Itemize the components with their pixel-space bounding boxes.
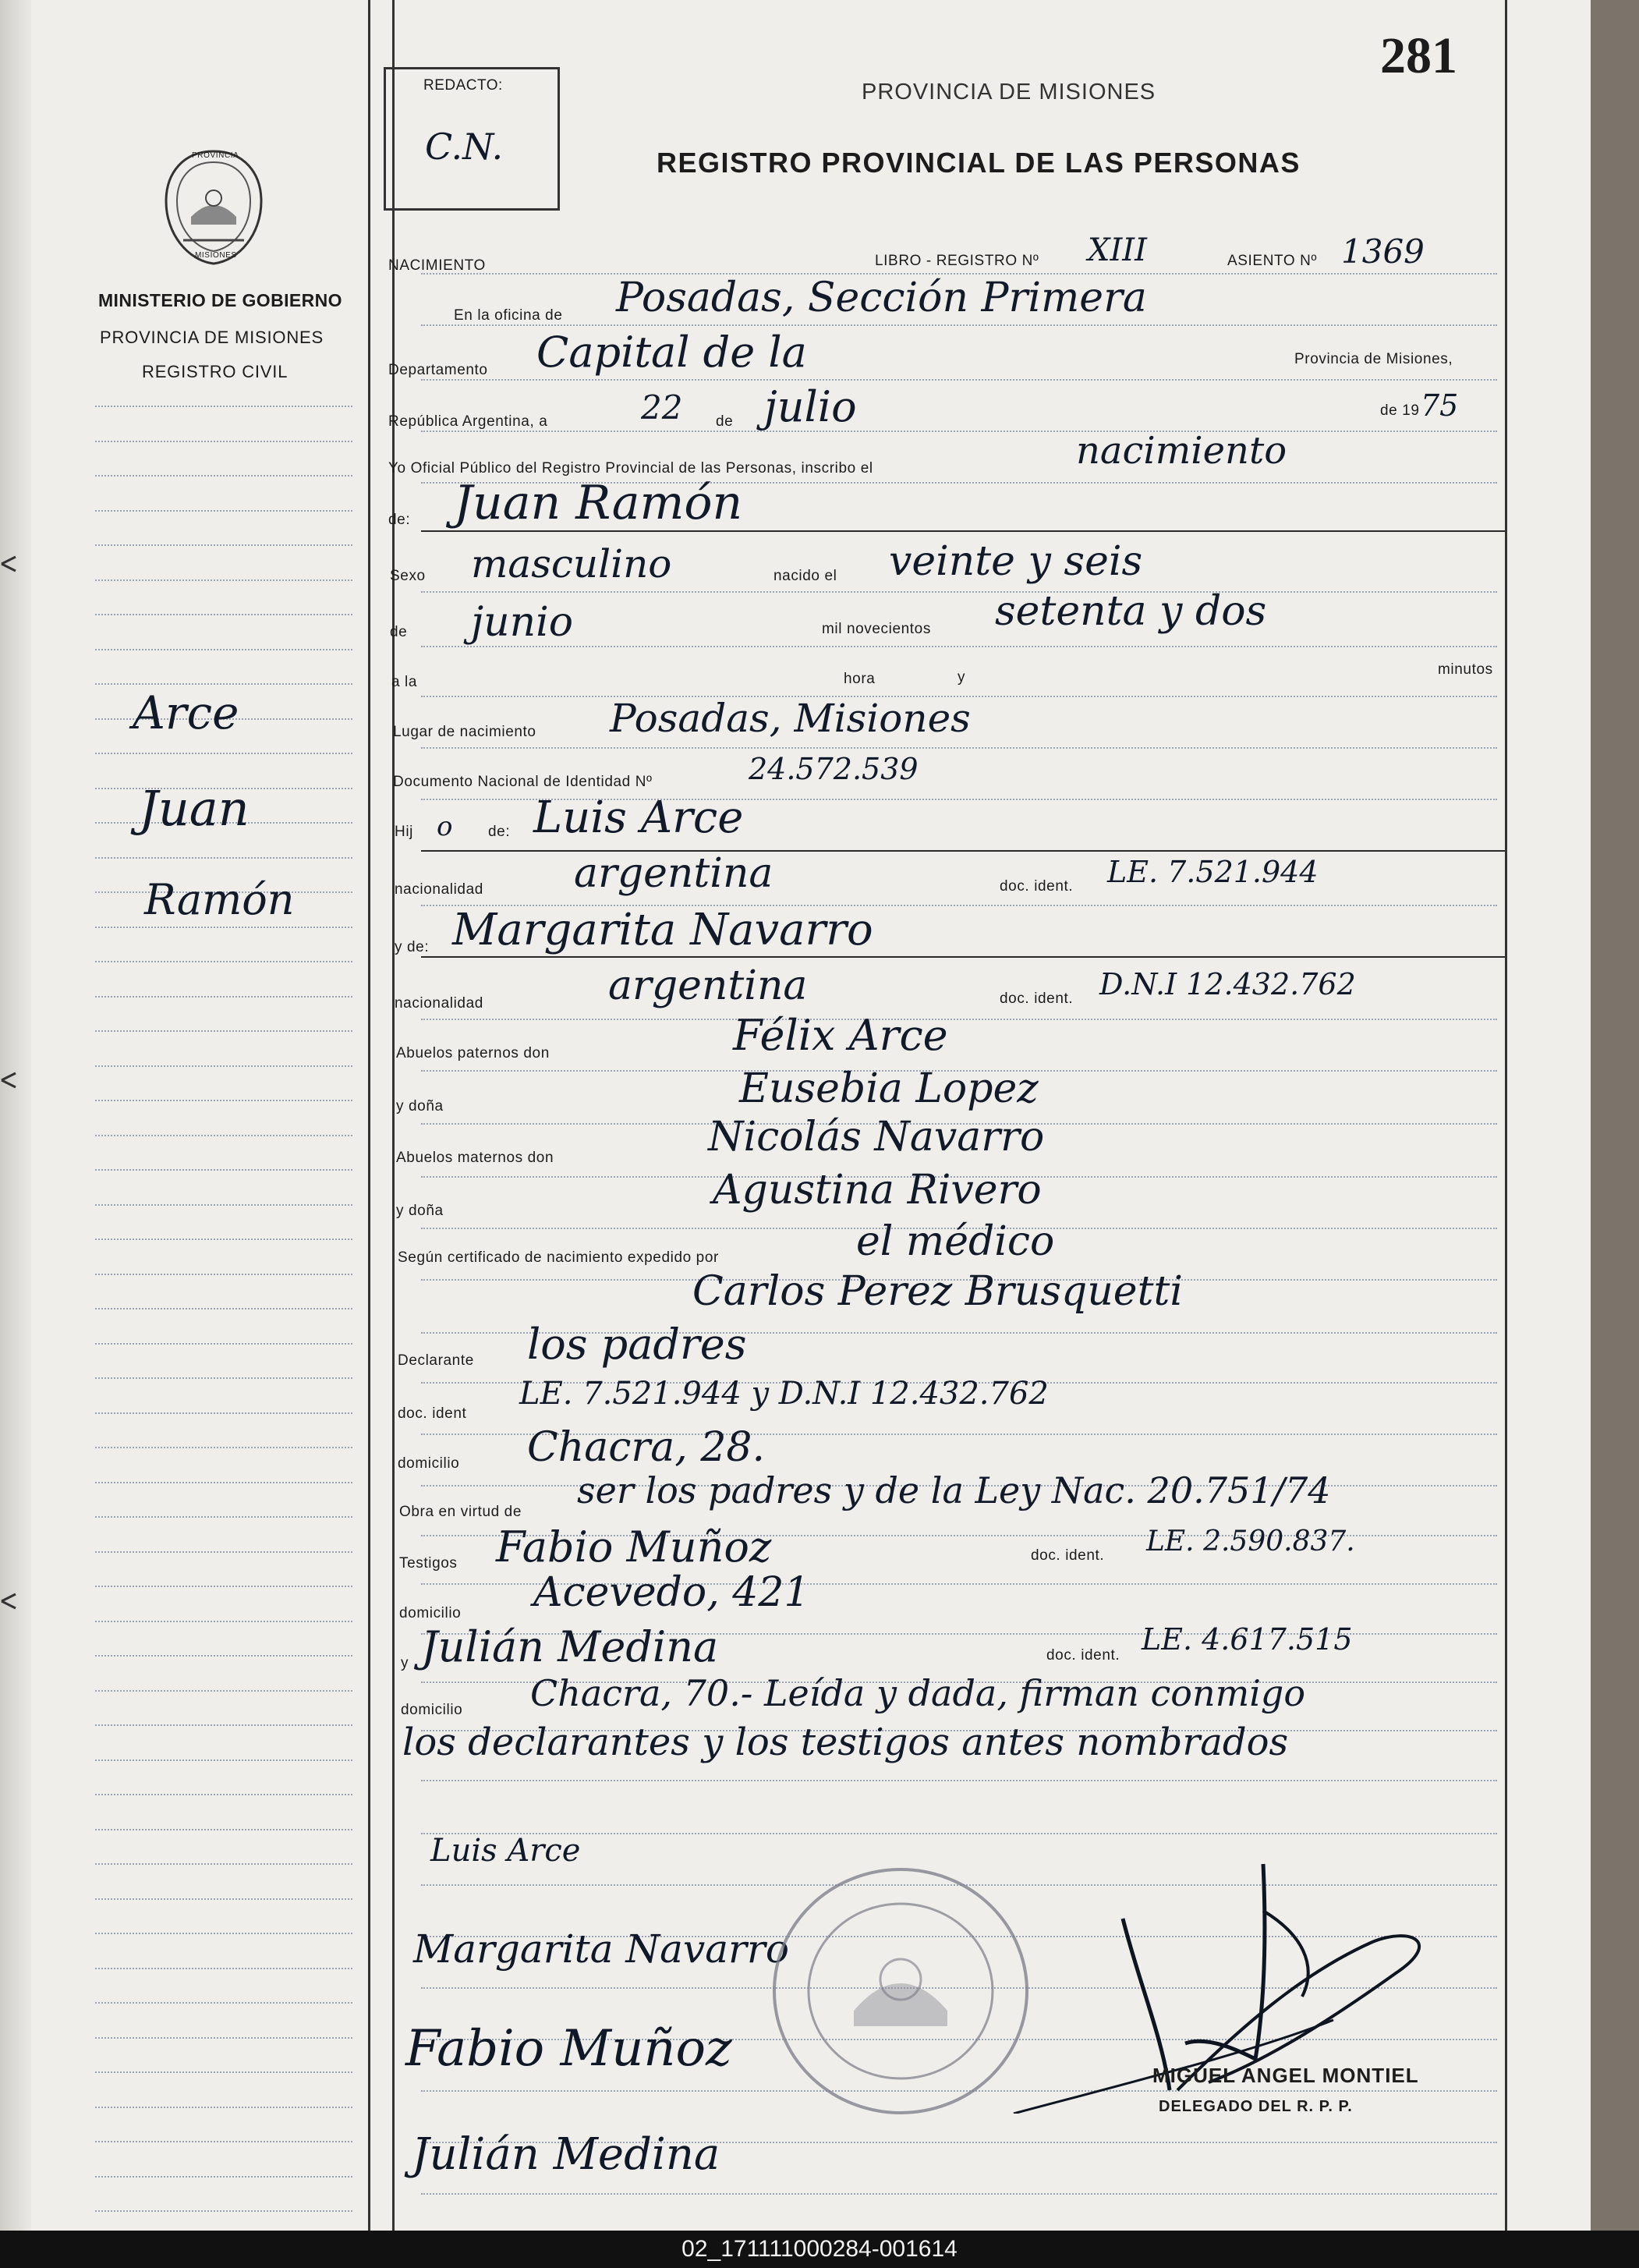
margin-ruling-line bbox=[95, 579, 352, 581]
redacto-value: C.N. bbox=[425, 126, 504, 168]
registry-header: REGISTRO PROVINCIAL DE LAS PERSONAS bbox=[657, 147, 1301, 179]
margin-first-name: Juan bbox=[139, 780, 250, 837]
anio-nac-value: setenta y dos bbox=[995, 588, 1267, 635]
padre-nac-value: argentina bbox=[574, 850, 773, 897]
margin-ruling-line bbox=[95, 1204, 352, 1206]
nacimiento-label: NACIMIENTO bbox=[388, 257, 486, 274]
declarante-label: Declarante bbox=[398, 1352, 474, 1369]
margin-ruling-line bbox=[95, 614, 352, 615]
seal-bottom-text: MISIONES bbox=[195, 251, 237, 260]
y-label: y bbox=[958, 669, 966, 686]
testigo1-value: Fabio Muñoz bbox=[496, 1522, 772, 1572]
margin-ruling-line bbox=[95, 1135, 352, 1136]
de-nombre-label: de: bbox=[388, 512, 411, 528]
section-rule bbox=[421, 530, 1505, 532]
oficina-value: Posadas, Sección Primera bbox=[616, 275, 1147, 321]
margin-ruling-line bbox=[95, 1482, 352, 1483]
provincia-label: Provincia de Misiones, bbox=[1294, 351, 1453, 367]
asiento-value: 1369 bbox=[1341, 232, 1425, 271]
margin-ruling-line bbox=[95, 753, 352, 754]
mil-label: mil novecientos bbox=[822, 621, 931, 637]
padre-doc-label: doc. ident. bbox=[1000, 878, 1074, 895]
departamento-label: Departamento bbox=[388, 362, 488, 378]
segun-value: el médico bbox=[856, 1218, 1055, 1265]
testigos-label: Testigos bbox=[399, 1555, 458, 1572]
yo-label: Yo Oficial Público del Registro Provincial de las Personas, inscribo el bbox=[388, 460, 873, 477]
margin-ruling-line bbox=[95, 406, 352, 407]
dia-value: 22 bbox=[641, 388, 683, 427]
margin-ruling-line bbox=[95, 1586, 352, 1587]
domicilio-value: Chacra, 28. bbox=[527, 1424, 766, 1471]
margin-ruling-line bbox=[95, 1933, 352, 1934]
form-right-rule bbox=[1505, 0, 1507, 2231]
sexo-value: masculino bbox=[471, 541, 672, 586]
testigo2-doc-value: LE. 4.617.515 bbox=[1142, 1622, 1353, 1657]
signature-mother: Margarita Navarro bbox=[413, 1926, 789, 1972]
margin-ruling-line bbox=[95, 475, 352, 477]
form-ruling-line bbox=[421, 646, 1497, 647]
de-label: de bbox=[716, 413, 734, 430]
margin-ruling-line bbox=[95, 1030, 352, 1032]
ab-mat-don-value: Nicolás Navarro bbox=[708, 1114, 1045, 1161]
ab-mat-label: Abuelos maternos don bbox=[396, 1150, 554, 1166]
libro-label: LIBRO - REGISTRO Nº bbox=[875, 253, 1039, 269]
hijo-de-label: de: bbox=[488, 824, 511, 840]
testigo2-value: Julián Medina bbox=[421, 1622, 719, 1671]
province-seal-icon bbox=[160, 147, 267, 268]
lugar-value: Posadas, Misiones bbox=[610, 696, 971, 741]
form-ruling-line bbox=[421, 1019, 1497, 1020]
margin-ruling-line bbox=[95, 2141, 352, 2142]
form-ruling-line bbox=[421, 324, 1497, 326]
anio-value: 75 bbox=[1421, 388, 1459, 423]
margin-ruling-line bbox=[95, 2037, 352, 2039]
margin-ruling-line bbox=[95, 1308, 352, 1309]
testigo1-doc-label: doc. ident. bbox=[1031, 1547, 1105, 1564]
form-ruling-line bbox=[421, 2193, 1497, 2195]
page-binding bbox=[0, 0, 31, 2231]
margin-ruling-line bbox=[95, 1863, 352, 1865]
lugar-label: Lugar de nacimiento bbox=[393, 724, 536, 740]
margin-ruling-line bbox=[95, 1100, 352, 1101]
margin-ruling-line bbox=[95, 1516, 352, 1518]
minutos-label: minutos bbox=[1438, 661, 1493, 678]
dni-label: Documento Nacional de Identidad Nº bbox=[393, 774, 653, 790]
margin-ruling-line bbox=[95, 649, 352, 650]
margin-ruling-line bbox=[95, 1343, 352, 1345]
dni-value: 24.572.539 bbox=[749, 752, 919, 786]
image-caption: 02_171111000284-001614 bbox=[0, 2231, 1639, 2268]
margin-ruling-line bbox=[95, 1829, 352, 1830]
a-la-label: a la bbox=[391, 674, 418, 690]
form-ruling-line bbox=[421, 747, 1497, 749]
margin-ruling-line bbox=[95, 544, 352, 546]
page-number: 281 bbox=[1380, 27, 1457, 84]
binding-ring-icon bbox=[0, 1591, 20, 1611]
form-ruling-line bbox=[421, 1833, 1497, 1834]
form-ruling-line bbox=[421, 1780, 1497, 1781]
signature-witness1: Fabio Muñoz bbox=[405, 2020, 732, 2078]
margin-ruling-line bbox=[95, 2071, 352, 2073]
seal-top-text: PROVINCIA bbox=[192, 151, 239, 160]
form-ruling-line bbox=[421, 591, 1497, 593]
margin-ruling-line bbox=[95, 1169, 352, 1171]
declarante-value: los padres bbox=[527, 1320, 747, 1369]
nacido-label: nacido el bbox=[773, 568, 837, 584]
republica-label: República Argentina, a bbox=[388, 413, 548, 430]
sexo-label: Sexo bbox=[390, 568, 426, 584]
redacto-label: REDACTO: bbox=[423, 77, 503, 94]
margin-second-name: Ramón bbox=[144, 875, 295, 924]
margin-surname: Arce bbox=[133, 686, 239, 739]
margin-ruling-line bbox=[95, 2210, 352, 2212]
padre-value: Luis Arce bbox=[533, 792, 744, 843]
declarante-doc-label: doc. ident bbox=[398, 1405, 467, 1422]
hijo-o: o bbox=[437, 811, 453, 842]
margin-ruling-line bbox=[95, 1724, 352, 1726]
padre-doc-value: LE. 7.521.944 bbox=[1107, 855, 1319, 889]
redacto-box bbox=[384, 67, 560, 211]
libro-value: XIII bbox=[1088, 232, 1147, 268]
testigo1-dom-label: domicilio bbox=[399, 1605, 462, 1621]
province-header: PROVINCIA DE MISIONES bbox=[862, 80, 1156, 105]
yo-value: nacimiento bbox=[1076, 429, 1287, 473]
ministry-label: MINISTERIO DE GOBIERNO bbox=[98, 290, 342, 310]
closing-value: los declarantes y los testigos antes nombrados bbox=[402, 1720, 1289, 1764]
segun-label: Según certificado de nacimiento expedido por bbox=[398, 1249, 719, 1266]
oficina-label: En la oficina de bbox=[454, 307, 563, 324]
margin-ruling-line bbox=[95, 683, 352, 685]
margin-ruling-line bbox=[95, 1794, 352, 1795]
obra-value: ser los padres y de la Ley Nac. 20.751/74 bbox=[577, 1469, 1331, 1511]
margin-ruling-line bbox=[95, 1759, 352, 1761]
asiento-label: ASIENTO Nº bbox=[1227, 253, 1317, 269]
nacido-value: veinte y seis bbox=[889, 538, 1143, 585]
binding-ring-icon bbox=[0, 1070, 20, 1090]
ab-mat-dona-value: Agustina Rivero bbox=[713, 1167, 1042, 1214]
departamento-value: Capital de la bbox=[536, 328, 807, 377]
madre-value: Margarita Navarro bbox=[452, 905, 873, 955]
ministry-province: PROVINCIA DE MISIONES bbox=[100, 328, 324, 347]
margin-ruling-line bbox=[95, 2107, 352, 2108]
ab-pat-label: Abuelos paternos don bbox=[396, 1045, 550, 1061]
medico-value: Carlos Perez Brusquetti bbox=[692, 1268, 1184, 1315]
margin-ruling-line bbox=[95, 927, 352, 928]
margin-ruling-line bbox=[95, 1621, 352, 1622]
margin-ruling-line bbox=[95, 1447, 352, 1448]
margin-ruling-line bbox=[95, 1655, 352, 1657]
madre-nac-label: nacionalidad bbox=[395, 995, 483, 1012]
official-title: DELEGADO DEL R. P. P. bbox=[1159, 2098, 1353, 2115]
margin-ruling-line bbox=[95, 2176, 352, 2178]
margin-ruling-line bbox=[95, 961, 352, 962]
madre-nac-value: argentina bbox=[608, 962, 808, 1009]
margin-ruling-line bbox=[95, 1412, 352, 1414]
mes-nac-value: junio bbox=[471, 599, 574, 646]
nombre-value: Juan Ramón bbox=[454, 476, 743, 530]
margin-ruling-line bbox=[95, 1898, 352, 1900]
testigo2-doc-label: doc. ident. bbox=[1046, 1647, 1120, 1664]
hora-label: hora bbox=[844, 671, 876, 687]
official-name: MIGUEL ANGEL MONTIEL bbox=[1152, 2064, 1419, 2087]
margin-ruling-line bbox=[95, 1968, 352, 1969]
form-left-rule bbox=[392, 0, 395, 2231]
testigo1-dom-value: Acevedo, 421 bbox=[533, 1569, 810, 1616]
book-cover-edge bbox=[1591, 0, 1639, 2231]
margin-ruling-line bbox=[95, 857, 352, 859]
padre-nac-label: nacionalidad bbox=[395, 881, 483, 898]
madre-doc-value: D.N.I 12.432.762 bbox=[1099, 967, 1356, 1001]
de2-label: de bbox=[390, 624, 408, 640]
signature-witness2: Julián Medina bbox=[412, 2129, 720, 2180]
margin-ruling-line bbox=[95, 510, 352, 512]
testigo2-dom-label: domicilio bbox=[401, 1702, 463, 1718]
y-testigo-label: y bbox=[401, 1655, 409, 1671]
ab-pat-dona-value: Eusebia Lopez bbox=[739, 1065, 1039, 1112]
margin-rule bbox=[368, 0, 370, 2231]
official-stamp-icon bbox=[768, 1862, 1033, 2120]
ab-mat-dona-label: y doña bbox=[396, 1203, 444, 1219]
margin-ruling-line bbox=[95, 441, 352, 442]
ab-pat-dona-label: y doña bbox=[396, 1098, 444, 1115]
anio-label: de 19 bbox=[1380, 402, 1420, 419]
domicilio-label: domicilio bbox=[398, 1455, 460, 1472]
margin-ruling-line bbox=[95, 1065, 352, 1067]
margin-ruling-line bbox=[95, 1274, 352, 1275]
testigo2-dom-value: Chacra, 70.- Leída y dada, firman conmigo bbox=[530, 1672, 1306, 1714]
signature-father: Luis Arce bbox=[430, 1833, 581, 1869]
obra-label: Obra en virtud de bbox=[399, 1504, 522, 1520]
ab-pat-don-value: Félix Arce bbox=[733, 1011, 948, 1060]
yde-label: y de: bbox=[395, 939, 430, 955]
mes-value: julio bbox=[764, 382, 857, 431]
margin-ruling-line bbox=[95, 2002, 352, 2004]
margin-ruling-line bbox=[95, 1239, 352, 1240]
binding-ring-icon bbox=[0, 554, 20, 574]
madre-doc-label: doc. ident. bbox=[1000, 990, 1074, 1007]
declarante-doc-value: LE. 7.521.944 y D.N.I 12.432.762 bbox=[519, 1376, 1049, 1412]
ministry-registry: REGISTRO CIVIL bbox=[142, 362, 289, 381]
margin-ruling-line bbox=[95, 1690, 352, 1692]
margin-ruling-line bbox=[95, 996, 352, 998]
form-ruling-line bbox=[421, 431, 1497, 432]
margin-ruling-line bbox=[95, 1377, 352, 1379]
section-rule bbox=[421, 956, 1505, 958]
testigo1-doc-value: LE. 2.590.837. bbox=[1146, 1526, 1355, 1557]
form-ruling-line bbox=[421, 379, 1497, 381]
margin-ruling-line bbox=[95, 1551, 352, 1553]
hijo-label: Hij bbox=[395, 824, 413, 840]
